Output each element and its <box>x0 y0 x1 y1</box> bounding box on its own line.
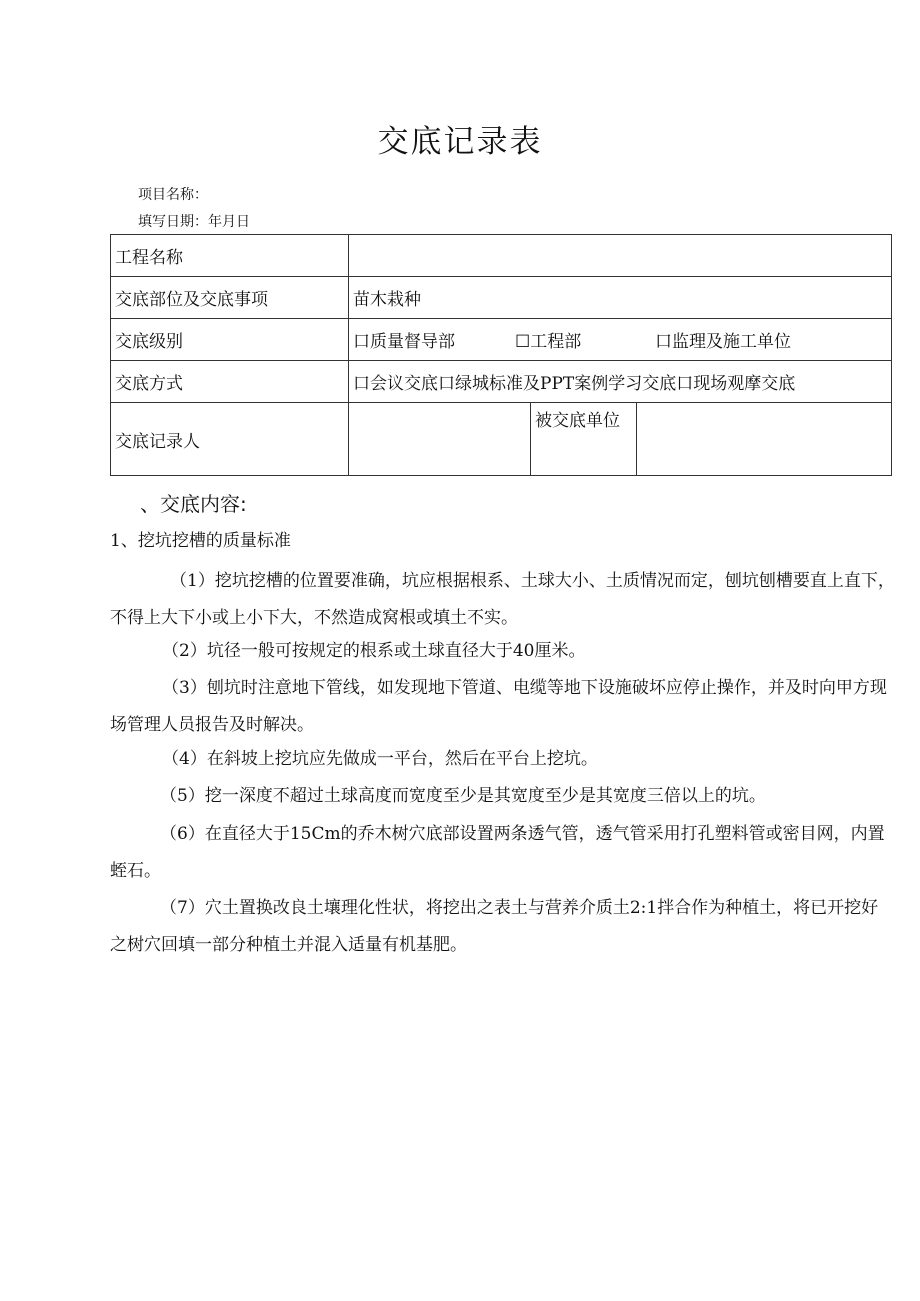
record-table <box>110 234 892 476</box>
level-option-supervision[interactable]: 口监理及施工单位 <box>655 332 791 352</box>
recipient-label-cell: 被交底单位 <box>531 403 637 476</box>
paragraph-4: （4）在斜坡上挖坑应先做成一平台，然后在平台上挖坑。 <box>162 749 598 769</box>
table-row-project-name <box>111 235 892 277</box>
level-options-cell <box>349 319 892 361</box>
method-options-cell[interactable]: 口会议交底口绿城标准及PPT案例学习交底口现场观摩交底 <box>349 361 892 403</box>
item-1-title: 1、挖坑挖槽的质量标准 <box>110 531 291 551</box>
recorder-label-cell: 交底记录人 <box>111 403 349 476</box>
table-row-level <box>111 319 892 361</box>
level-option-engineering[interactable]: ☐工程部 <box>515 332 582 352</box>
paragraph-1: （1）挖坑挖槽的位置要准确，坑应根据根系、土球大小、土质情况而定，刨坑刨槽要直上直下，不得上大下小或上小下大，不然造成窝根或填土不实。 <box>110 571 895 628</box>
level-label-cell: 交底级别 <box>111 319 349 361</box>
table-row-method <box>111 361 892 403</box>
paragraph-2: （2）坑径一般可按规定的根系或土球直径大于40厘米。 <box>162 641 586 661</box>
project-name-label: 项目名称： <box>138 187 208 203</box>
table-row-recorder <box>111 403 892 476</box>
paragraph-5: （5）挖一深度不超过土球高度而宽度至少是其宽度至少是其宽度三倍以上的坑。 <box>160 786 766 806</box>
recipient-value-cell[interactable] <box>637 403 892 476</box>
position-label-cell: 交底部位及交底事项 <box>111 277 349 319</box>
project-name-label-cell: 工程名称 <box>111 235 349 277</box>
page-title: 交底记录表 <box>377 124 543 160</box>
recorder-value-cell[interactable] <box>349 403 531 476</box>
fill-date-label: 填写日期：年月日 <box>138 214 250 230</box>
paragraph-6: （6）在直径大于15Cm的乔木树穴底部设置两条透气管，透气管采用打孔塑料管或密目网，内置蛭石。 <box>110 824 885 881</box>
table-row-position <box>111 277 892 319</box>
section-heading: 、交底内容: <box>140 492 247 516</box>
paragraph-3: （3）刨坑时注意地下管线，如发现地下管道、电缆等地下设施破坏应停止操作，并及时向甲方现场管理人员报告及时解决。 <box>110 678 887 735</box>
paragraph-7: （7）穴土置换改良土壤理化性状，将挖出之表土与营养介质土2:1拌合作为种植土，将已开挖好之树穴回填一部分种植土并混入适量有机基肥。 <box>110 898 879 955</box>
level-option-quality[interactable]: 口质量督导部 <box>353 332 455 352</box>
method-label-cell: 交底方式 <box>111 361 349 403</box>
position-value-cell[interactable]: 苗木栽种 <box>349 277 892 319</box>
project-name-value-cell[interactable] <box>349 235 892 277</box>
